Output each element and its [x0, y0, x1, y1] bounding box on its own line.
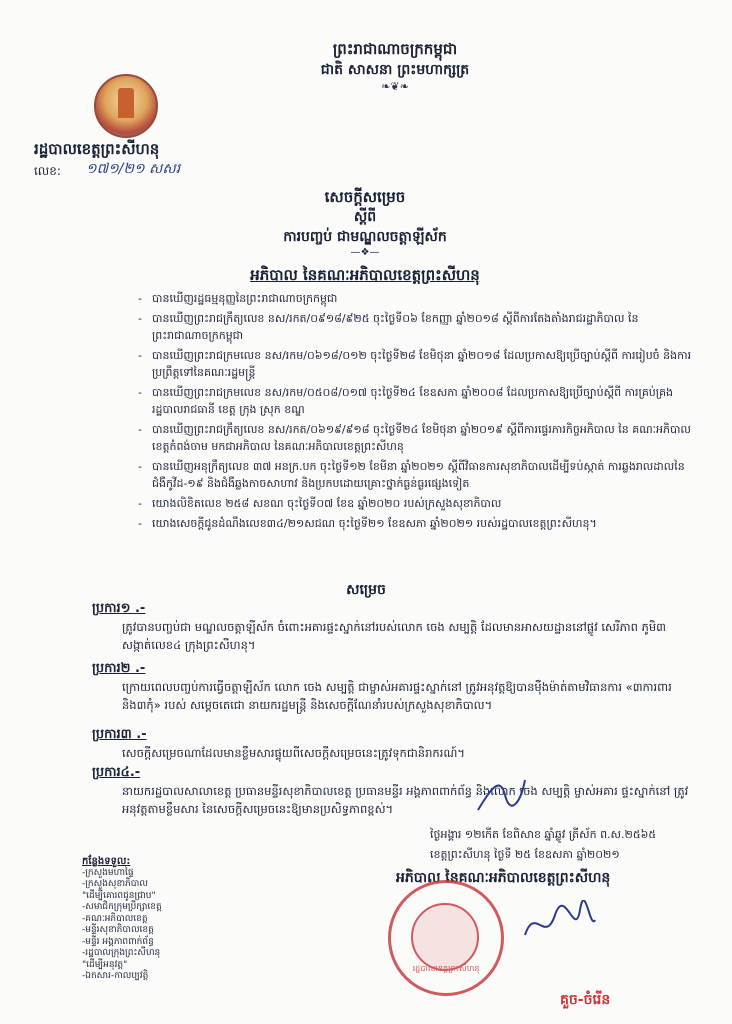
margin-initial-mark: [470, 770, 530, 820]
article-heading: ប្រការ៣ .-: [92, 727, 147, 742]
signer-title: អភិបាល នៃគណៈអភិបាលខេត្តព្រះសីហនុ: [396, 870, 611, 886]
list-item: -មន្ទីរ អង្គភាពពាក់ព័ន្ធ: [82, 936, 154, 947]
recipients-list: [82, 856, 262, 983]
list-item: -មន្ទីរសុខាភិបាលខេត្ត: [82, 925, 154, 935]
article-body: សេចក្តីសម្រេចណាដែលមានខ្លឹមសារផ្ទុយពីសេចក្តីសម្រេចនេះត្រូវទុកជានិរាករណ៍។: [122, 746, 465, 760]
solar-date: ខេត្តព្រះសីហនុ ថ្ងៃទី ២៥ ខែឧសភា ឆ្នាំ២០២១: [430, 848, 620, 861]
article-heading: ប្រការ៤.-: [92, 765, 141, 780]
provincial-emblem-logo: [94, 74, 158, 138]
list-item: - បានឃើញព្រះរាជក្រឹត្យលេខ នស/រកត/០៩១៨/៩២៥ ចុះថ្ងៃទី០៦ ខែកញ្ញា ឆ្នាំ២០១៨ ស្តីពីការតែងតាំងរាជរដ្ឋាភិបាល នៃព្រះរាជាណាចក្រកម្ពុជា: [138, 310, 698, 344]
governor-heading: អភិបាល នៃគណៈអភិបាលខេត្តព្រះសីហនុ: [250, 266, 480, 284]
reference-number: ១៧១/២១ សសរ: [86, 161, 181, 177]
list-item: - យោងលិខិតលេខ ២៥៨ សខណ ចុះថ្ងៃទី០៧ ខែឧ ឆ្នាំ២០២០ របស់ក្រសួងសុខាភិបាល: [138, 495, 698, 512]
list-item: -សមាជិកក្រុមប្រឹក្សាខេត្ត: [82, 902, 162, 912]
recipients-heading: កន្លែងទទួល:: [82, 856, 131, 867]
stamp-text: រដ្ឋបាលខេត្តព្រះសីហនុ: [412, 964, 480, 973]
kingdom-heading: ព្រះរាជាណាចក្រកម្ពុជា: [332, 40, 458, 58]
decision-heading: សម្រេច: [346, 582, 386, 598]
article-heading: ប្រការ២ .-: [92, 661, 146, 676]
title-ornament: —❖—: [350, 247, 380, 258]
list-item: -ឯកសារ-កាលប្បវត្តិ: [82, 971, 149, 981]
document-subtitle: ស្តីពី: [353, 209, 377, 225]
seal-emblem-icon: [411, 903, 479, 971]
issuing-authority: រដ្ឋបាលខេត្តព្រះសីហនុ: [34, 140, 160, 158]
list-item: - បានឃើញអនុក្រឹត្យលេខ ៣៧ អនក្រ.បក ចុះថ្ងៃទី១២ ខែមីនា ឆ្នាំ២០២១ ស្តីពីវិធានការសុខាភិបាលដើម្បីទប់ស្កាត់ ការឆ្លងរាលដាលនៃជំងឺកូវីដ-១៩ និងជំងឺឆ្លងកាចសាហាវ និងប្រកបដោយគ្រោះថ្នាក់ធ្ងន់ធ្ងរផ្សេងទៀត: [138, 458, 698, 492]
tower-icon: [118, 88, 134, 118]
header-ornament: ❧❦❧: [381, 80, 409, 93]
list-item: - យោងសេចក្តីជូនដំណឹងលេខ៣៤/២១សជណ ចុះថ្ងៃទី២១ ខែឧសភា ឆ្នាំ២០២១ របស់រដ្ឋបាលខេត្តព្រះសីហនុ។: [138, 515, 698, 532]
list-item: - បានឃើញព្រះរាជក្រឹត្យលេខ នស/រកត/០៦១៩/៩១៨ ចុះថ្ងៃទី២៤ ខែមិថុនា ឆ្នាំ២០១៩ ស្តីពីការផ្ទេរភារកិច្ចអភិបាល នៃ គណៈអភិបាលខេត្តកំពង់ចាម មកជាអភិបាល នៃគណៈអភិបាលខេត្តព្រះសីហនុ: [138, 421, 698, 455]
list-item: - បានឃើញរដ្ឋធម្មនុញ្ញនៃព្រះរាជាណាចក្រកម្ពុជា: [138, 290, 698, 307]
article-2: [92, 660, 692, 714]
legal-references-list: [138, 290, 698, 535]
reference-label: លេខ:: [34, 164, 61, 178]
document-subject: ការបញ្ចប់ ជាមណ្ឌលចត្តាឡីស័ក: [283, 229, 447, 245]
list-item: -ក្រសួងសុខាភិបាល: [82, 879, 148, 889]
list-item: -គណៈអភិបាលខេត្ត: [82, 913, 148, 924]
article-body: ត្រូវបានបញ្ចប់ជា មណ្ឌលចត្តាឡីស័ក ចំពោះអគារផ្ទះស្នាក់នៅរបស់លោក ចេង សម្បត្តិ ដែលមានអាសយដ្ឋាននៅផ្លូវ សេរីភាព ភូមិ៣ សង្កាត់លេខ៤ ក្រុងព្រះសីហនុ។: [122, 620, 666, 652]
list-item: -ក្រសួងមហាផ្ទៃ: [82, 867, 134, 878]
list-item: -រដ្ឋបាលក្រុងព្រះសីហនុ: [82, 948, 161, 958]
article-body: នាយករដ្ឋបាលសាលាខេត្ត ប្រធានមន្ទីរសុខាភិបាលខេត្ត ប្រធានមន្ទីរ អង្គភាពពាក់ព័ន្ធ និងលោក ចេង សម្បត្តិ ម្ចាស់អគារ ផ្ទះស្នាក់នៅ ត្រូវអនុវត្តតាមខ្លឹមសារ នៃសេចក្តីសម្រេចនេះឱ្យមានប្រសិទ្ធភាពខ្ពស់។: [122, 784, 689, 816]
article-heading: ប្រការ១ .-: [92, 601, 146, 616]
list-item: - បានឃើញព្រះរាជក្រមលេខ នស/រកម/០៥០៨/០១៧ ចុះថ្ងៃទី២៤ ខែឧសភា ឆ្នាំ២០០៨ ដែលប្រកាសឱ្យប្រើច្បាប់ស្តីពី ការគ្រប់គ្រងរដ្ឋបាលរាជធានី ខេត្ត ក្រុង ស្រុក ខណ្ឌ: [138, 384, 698, 418]
article-body: ក្រោយពេលបញ្ចប់ការធ្វើចត្តាឡីស័ក លោក ចេង សម្បត្តិ ជាម្ចាស់អគារផ្ទះស្នាក់នៅ ត្រូវអនុវត្តឱ្យបានម៉ឺងម៉ាត់តាមវិធានការ «៣ការពារ និង៣កុំ» របស់ សម្តេចតេជោ នាយករដ្ឋមន្ត្រី និងសេចក្តីណែនាំរបស់ក្រសួងសុខាភិបាល។: [122, 680, 672, 712]
article-3: [92, 726, 692, 762]
national-motto: ជាតិ សាសនា ព្រះមហាក្សត្រ: [320, 62, 470, 78]
article-1: [92, 600, 692, 654]
list-item: "ដើម្បីគោរពជូនជ្រាប": [82, 890, 156, 901]
lunar-date: ថ្ងៃអង្គារ ១២កើត ខែពិសាខ ឆ្នាំឆ្លូវ ត្រីស័ក ព.ស.២៥៦៥: [430, 828, 657, 841]
official-seal-stamp: [388, 880, 504, 996]
document-title: សេចក្តីសម្រេច: [324, 188, 406, 206]
list-item: - បានឃើញព្រះរាជក្រមលេខ នស/រកម/០៦១៨/០១២ ចុះថ្ងៃទី២៨ ខែមិថុនា ឆ្នាំ២០១៨ ដែលប្រកាសឱ្យប្រើច្បាប់ស្តីពី ការរៀបចំ និងការប្រព្រឹត្តទៅនៃគណៈរដ្ឋមន្ត្រី: [138, 347, 698, 381]
list-item: "ដើម្បីអនុវត្ត": [82, 959, 128, 970]
article-4: [92, 764, 692, 818]
handwritten-signature: [520, 900, 600, 950]
signatory-name: គួច-ចំរើន: [560, 992, 611, 1008]
